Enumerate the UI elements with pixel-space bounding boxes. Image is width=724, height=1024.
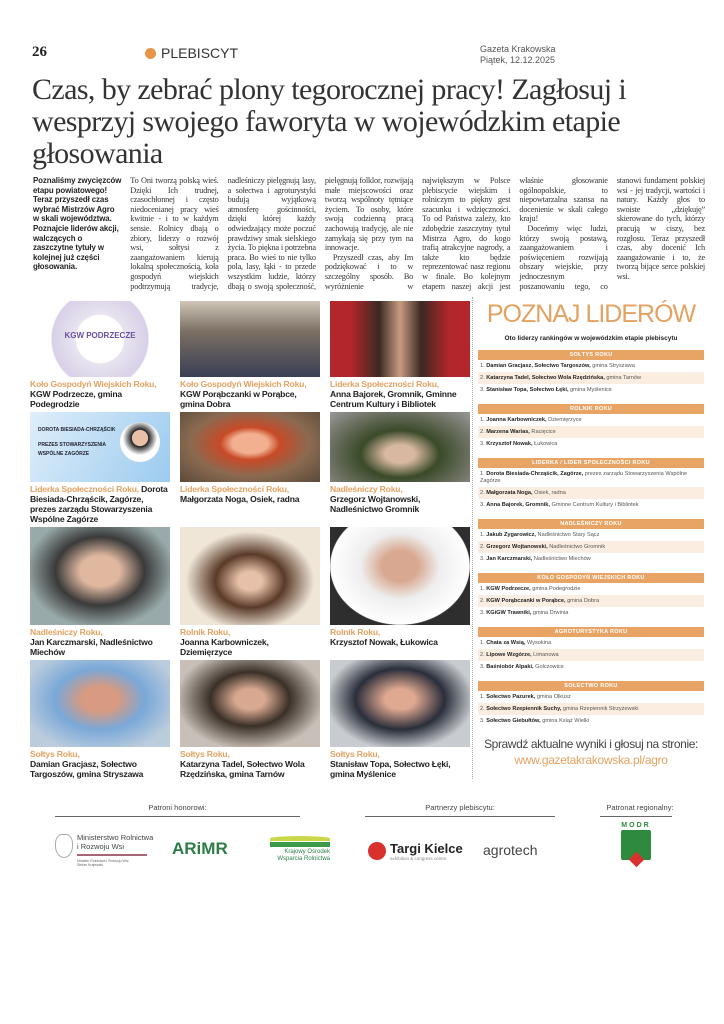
leader-place: gmina Stryszawa — [590, 362, 635, 369]
leader-place: gmina Książ Wielki — [540, 717, 590, 724]
ranking-item — [478, 468, 704, 487]
caption-name: KGW Porąbczanki w Porąbce, gmina Dobra — [180, 389, 297, 409]
partners-label: Partnerzy plebiscytu: — [425, 803, 495, 812]
photo-caption — [330, 749, 470, 779]
rank: 3. — [480, 717, 485, 724]
leader-place: gmina Myślenice — [568, 386, 612, 393]
leader-place: Nadleśnictwo Miechów — [532, 555, 591, 562]
caption-name: Joanna Karbowniczek, Dziemięrzyce — [180, 637, 269, 657]
caption-name: Grzegorz Wojtanowski, Nadleśnictwo Gromnik — [330, 494, 421, 514]
rank: 1. — [480, 470, 485, 477]
leader-name: Stanisław Topa, Sołectwo Łęki, — [486, 386, 569, 393]
rank: 2. — [480, 374, 485, 381]
card-name: DOROTA BIESIADA-CHRZĄŚCIK — [38, 427, 116, 433]
photo-caption — [30, 749, 170, 779]
caption-role: Liderka Społeczności Roku, — [330, 379, 439, 389]
issue-date: Piątek, 12.12.2025 — [480, 55, 556, 65]
caption-role: Sołtys Roku, — [30, 749, 80, 759]
rank: 2. — [480, 489, 485, 496]
photo-caption — [330, 379, 470, 409]
caption-name: Katarzyna Tadel, Sołectwo Wola Rzędzińska, gmina Tarnów — [180, 759, 305, 779]
paragraph: Przyszedł czas, aby Im podziękować i to w szczególny sposób. Bo wyróżnienie w największym w Polsce plebiscycie wiejskim i rolniczym to piękny gest szacunku i wdzięczności. To od Państwa zależy, kto zdobędzie zaszczytny tytuł Mistrza Agro, do kogo trafią atrakcyjne nagrody, a także kto będzie reprezentować nasz regionu w finale. Bo kolejnym etapem naszej akcji jest właśnie głosowanie ogólnopolskie, to niepowtarzalna szansa na docenienie w skali całego kraju! — [324, 176, 608, 291]
leader-name: Krzysztof Nowak, — [486, 440, 533, 447]
kowr-stripe — [270, 836, 330, 841]
vote-link[interactable]: www.gazetakrakowska.pl/agro — [514, 753, 668, 767]
ranking-item — [478, 703, 704, 715]
photo-caption — [30, 484, 170, 524]
caption-name: Dorota Biesiada-Chrząścik, Zagórze, prezes zarządu Stowarzyszenia Wspólne Zagórze — [30, 484, 168, 524]
ranking-category — [478, 404, 704, 450]
ranking-item — [478, 499, 704, 511]
kowr-name: Krajowy Ośrodek Wsparcia Rolnictwa — [277, 849, 330, 862]
footer — [0, 803, 724, 893]
leader-card — [30, 527, 170, 657]
photo-caption — [180, 749, 320, 779]
rank: 3. — [480, 501, 485, 508]
ranking-item — [478, 637, 704, 649]
ranking-item — [478, 414, 704, 426]
photo-caption — [30, 379, 170, 409]
rank: 1. — [480, 362, 485, 369]
rank: 3. — [480, 386, 485, 393]
photo-grid — [30, 301, 470, 779]
photo — [330, 527, 470, 625]
leader-card — [180, 412, 320, 504]
ranking-item — [478, 595, 704, 607]
leader-card — [330, 301, 470, 409]
leader-place: Osiek, radna — [532, 489, 566, 496]
ranking-item — [478, 661, 704, 673]
caption-role: Rolnik Roku, — [180, 627, 231, 637]
caption-role: Nadleśniczy Roku, — [30, 627, 103, 637]
ranking-item — [478, 372, 704, 384]
ranking-category — [478, 458, 704, 511]
rank: 2. — [480, 428, 485, 435]
rank: 1. — [480, 416, 485, 423]
leader-name: KGiGW Trawniki, — [486, 609, 532, 616]
leader-card — [30, 660, 170, 779]
ministry-bar — [77, 854, 147, 856]
headline: Czas, by zebrać plony tegorocznej pracy! Zagłosuj i wesprzyj swojego faworyta w wojewódzkim etapie głosowania — [32, 73, 627, 170]
leader-name: Damian Gracjasz, Sołectwo Targoszów, — [486, 362, 591, 369]
leader-place: gmina Olkusz — [535, 693, 571, 700]
column-divider — [472, 297, 473, 779]
logo-text: KGW PODRZECZE — [64, 331, 136, 340]
photo — [330, 660, 470, 747]
photo — [30, 660, 170, 747]
paper-info — [480, 44, 556, 66]
leader-name: KGW Podrzecze, — [486, 585, 531, 592]
leader-card — [180, 527, 320, 657]
honorary-label: Patroni honorowi: — [148, 803, 207, 812]
photo — [180, 412, 320, 482]
ranking-item — [478, 649, 704, 661]
ranking-item — [478, 607, 704, 619]
section-label — [145, 45, 238, 61]
rank: 1. — [480, 639, 485, 646]
targi-name: Targi Kielce — [390, 841, 463, 856]
leader-name: Sołectwo Giebułtów, — [486, 717, 541, 724]
ranking-item — [478, 583, 704, 595]
ranking-category — [478, 573, 704, 619]
leader-card — [180, 660, 320, 779]
dot-icon — [145, 48, 156, 59]
leader-card — [330, 660, 470, 779]
caption-role: Rolnik Roku, — [330, 627, 381, 637]
ranking-category — [478, 519, 704, 565]
rank: 3. — [480, 440, 485, 447]
caption-role: Koło Gospodyń Wiejskich Roku, — [180, 379, 307, 389]
leader-place: Wysokina — [525, 639, 552, 646]
arimr-logo: ARiMR — [172, 839, 228, 858]
caption-role: Sołtys Roku, — [330, 749, 380, 759]
ranking-category — [478, 627, 704, 673]
rank: 2. — [480, 651, 485, 658]
leader-place: gmina Drwinia — [531, 609, 569, 616]
caption-name: Małgorzata Noga, Osiek, radna — [180, 494, 300, 504]
leader-name: Anna Bajorek, Gromnik, — [486, 501, 550, 508]
leader-place: Gminne Centrum Kultury i Bibliotek — [549, 501, 639, 508]
paragraph: Doceńmy więc ludzi, którzy swoją postawą, zaangażowaniem i poświęceniem rozwijają obszary wiejskie, przy jednoczesnym poszanowaniu tego, co stanowi fundament polskiej wsi - jej tradycji, wartości i natury. Każdy głos to swoiste „dziękuję” skierowane do tych, którzy pracują w ciszy, bez rozgłosu. Teraz przyszedł czas, aby docenić Ich zaangażowanie i to, że tworzą bijące serce polskiej wsi. — [519, 176, 705, 291]
paper-name: Gazeta Krakowska — [480, 44, 556, 54]
caption-role: Koło Gospodyń Wiejskich Roku, — [30, 379, 157, 389]
leader-name: Jakub Zygarowicz, — [486, 531, 536, 538]
ranking-item — [478, 438, 704, 450]
lead: Poznaliśmy zwycięzców etapu powiatowego! Teraz przyszedł czas wybrać Mistrzów Agro w skali województwa. Poznajcie liderów akcji, walczących o zaszczytne tytuły w kolejnej już części głosowania. — [33, 176, 122, 272]
leader-name: Lipowe Wzgórze, — [486, 651, 532, 658]
modr-name: MODR — [621, 822, 651, 829]
ranking-item — [478, 691, 704, 703]
ranking-item — [478, 360, 704, 372]
targi-icon — [368, 842, 386, 860]
modr-logo — [616, 822, 656, 874]
page-number: 26 — [32, 44, 47, 60]
category-header: SOŁTYS ROKU — [478, 350, 704, 360]
leader-place: gmina Tarnów — [604, 374, 642, 381]
leader-name: Jan Karczmarski, — [486, 555, 533, 562]
leader-place: Racięcice — [529, 428, 556, 435]
photo — [30, 412, 170, 482]
leader-place: gmina Rzepiennik Strzyżewski — [561, 705, 639, 712]
section-name: PLEBISCYT — [161, 45, 239, 61]
ranking-item — [478, 384, 704, 396]
leader-name: Marzena Warias, — [486, 428, 530, 435]
leader-place: Nadleśnictwo Gromnik — [547, 543, 606, 550]
leader-card — [330, 412, 470, 514]
article-body — [33, 176, 705, 291]
targi-kielce-logo — [368, 841, 463, 861]
photo — [180, 527, 320, 625]
rank: 3. — [480, 663, 485, 670]
ranking-item — [478, 487, 704, 499]
card-title: PREZES STOWARZYSZENIA WSPÓLNE ZAGÓRZE — [38, 442, 106, 457]
leader-place: Dziemięrzyce — [546, 416, 582, 423]
divider — [365, 816, 555, 817]
agrotech-logo: agrotech — [483, 842, 538, 858]
leader-place: gmina Podegrodzie — [530, 585, 581, 592]
targi-sub: exhibition & congress centre — [390, 856, 447, 861]
photo — [180, 301, 320, 377]
paragraph: To Oni tworzą polską wieś. Dzięki Ich trudnej, czasochłonnej i często niedocenianej pracy wieś kwitnie - i to w każdym sensie. Rolnicy dbają o zbiory, liderzy o rozwój wsi, sołtysi z zaangażowaniem kierują lokalną społecznością, koła gospodyń wiejskich podtrzymują tradycje, nadleśniczy pielęgnują lasy, a sołectwa i agroturystyki budują wyjątkową atmosferę gościnności, dzięki której każdy odwiedzający może poczuć prawdziwy smak sielskiego życia. To piękna i potrzebna praca. Bo wieś to nie tylko pola, lasy, łąki - to przede wszystkim ludzie, którzy dbają o swoją społeczność, pielęgnują folklor, rozwijają małe miejscowości oraz tworzą wspólnoty tętniące życiem. To osoby, które swoją codzienną pracą zachowują tradycję, ale nie zamykają się przy tym na innowacje. — [130, 176, 414, 291]
card-text — [38, 426, 116, 459]
photo-caption — [180, 627, 320, 657]
photo-caption — [180, 379, 320, 409]
eagle-icon — [55, 834, 73, 858]
divider — [600, 816, 672, 817]
caption-role: Sołtys Roku, — [180, 749, 230, 759]
leader-card — [330, 527, 470, 647]
sidebar-title: POZNAJ LIDERÓW — [486, 300, 696, 328]
ranking-item — [478, 541, 704, 553]
rank: 2. — [480, 597, 485, 604]
leader-place: Łukowica — [532, 440, 558, 447]
category-header: SOŁECTWO ROKU — [478, 681, 704, 691]
caption-role: Liderka Społeczności Roku, — [180, 484, 289, 494]
ranking-category — [478, 350, 704, 396]
rank: 2. — [480, 543, 485, 550]
kgw-logo — [30, 301, 170, 377]
leader-card — [30, 412, 170, 524]
caption-name: Anna Bajorek, Gromnik, Gminne Centrum Kultury i Bibliotek — [330, 389, 457, 409]
portrait — [120, 422, 160, 462]
leader-name: Katarzyna Tadel, Sołectwo Wola Rzędzińska, — [486, 374, 605, 381]
leader-name: Chata za Wsią, — [486, 639, 526, 646]
ranking-item — [478, 426, 704, 438]
photo — [30, 527, 170, 625]
leader-name: Dorota Biesiada-Chrząścik, Zagórze, — [486, 470, 584, 477]
leader-place: Golczowice — [533, 663, 564, 670]
ministry-name: Ministerstwo Rolnictwa i Rozwoju Wsi — [77, 833, 154, 851]
leaders-sidebar — [478, 297, 704, 767]
caption-role: Liderka Społeczności Roku, — [30, 484, 139, 494]
check-results-text: Sprawdź aktualne wyniki i głosuj na stronie: — [484, 737, 698, 751]
photo — [330, 301, 470, 377]
divider — [55, 816, 300, 817]
category-header: KOŁO GOSPODYŃ WIEJSKICH ROKU — [478, 573, 704, 583]
caption-name: Krzysztof Nowak, Łukowica — [330, 637, 438, 647]
regional-label: Patronat regionalny: — [606, 803, 674, 812]
rank: 3. — [480, 555, 485, 562]
caption-name: Damian Gracjasz, Sołectwo Targoszów, gmina Stryszawa — [30, 759, 144, 779]
caption-name: KGW Podrzecze, gmina Podegrodzie — [30, 389, 122, 409]
photo-caption — [180, 484, 320, 504]
caption-name: Stanisław Topa, Sołectwo Łęki, gmina Myślenice — [330, 759, 451, 779]
ranking-item — [478, 715, 704, 727]
caption-role: Nadleśniczy Roku, — [330, 484, 403, 494]
photo-caption — [330, 484, 470, 514]
leader-place: prezes zarządu Stowarzyszenia Wspólne Zagórze — [480, 470, 688, 484]
photo-caption — [30, 627, 170, 657]
rank: 1. — [480, 531, 485, 538]
photo — [330, 412, 470, 482]
rank: 3. — [480, 609, 485, 616]
photo-caption — [330, 627, 470, 647]
category-header: AGROTURYSTYKA ROKU — [478, 627, 704, 637]
ministry-sub: Minister Rolnictwa i Rozwoju Wsi Stefan Krajewski — [77, 859, 129, 867]
leader-name: Sołectwo Pazurek, — [486, 693, 536, 700]
leader-place: Nadleśnictwo Stary Sącz — [535, 531, 600, 538]
ranking-item — [478, 553, 704, 565]
caption-name: Jan Karczmarski, Nadleśnictwo Miechów — [30, 637, 153, 657]
leader-name: Małgorzata Noga, — [486, 489, 533, 496]
leader-name: Joanna Karbowniczek, — [486, 416, 547, 423]
leader-name: Baśniobór Alpaki, — [486, 663, 534, 670]
leader-card — [30, 301, 170, 409]
leader-card — [180, 301, 320, 409]
leader-name: Sołectwo Rzepiennik Suchy, — [486, 705, 562, 712]
sidebar-subtitle: Oto liderzy rankingów w wojewódzkim etapie plebiscytu — [504, 335, 678, 342]
ranking-item — [478, 529, 704, 541]
category-header: NADLEŚNICZY ROKU — [478, 519, 704, 529]
leader-name: Grzegorz Wojtanowski, — [486, 543, 548, 550]
kowr-logo — [270, 836, 330, 863]
photo — [180, 660, 320, 747]
rank: 1. — [480, 693, 485, 700]
rank: 2. — [480, 705, 485, 712]
ministry-logo — [55, 834, 155, 867]
leader-place: gmina Dobra — [565, 597, 600, 604]
category-header: ROLNIK ROKU — [478, 404, 704, 414]
kowr-stripe — [270, 842, 330, 847]
rank: 1. — [480, 585, 485, 592]
leader-name: KGW Porąbczanki w Porąbce, — [486, 597, 566, 604]
leader-place: Limanowa — [531, 651, 559, 658]
ranking-category — [478, 681, 704, 727]
category-header: LIDERKA / LIDER SPOŁECZNOŚCI ROKU — [478, 458, 704, 468]
